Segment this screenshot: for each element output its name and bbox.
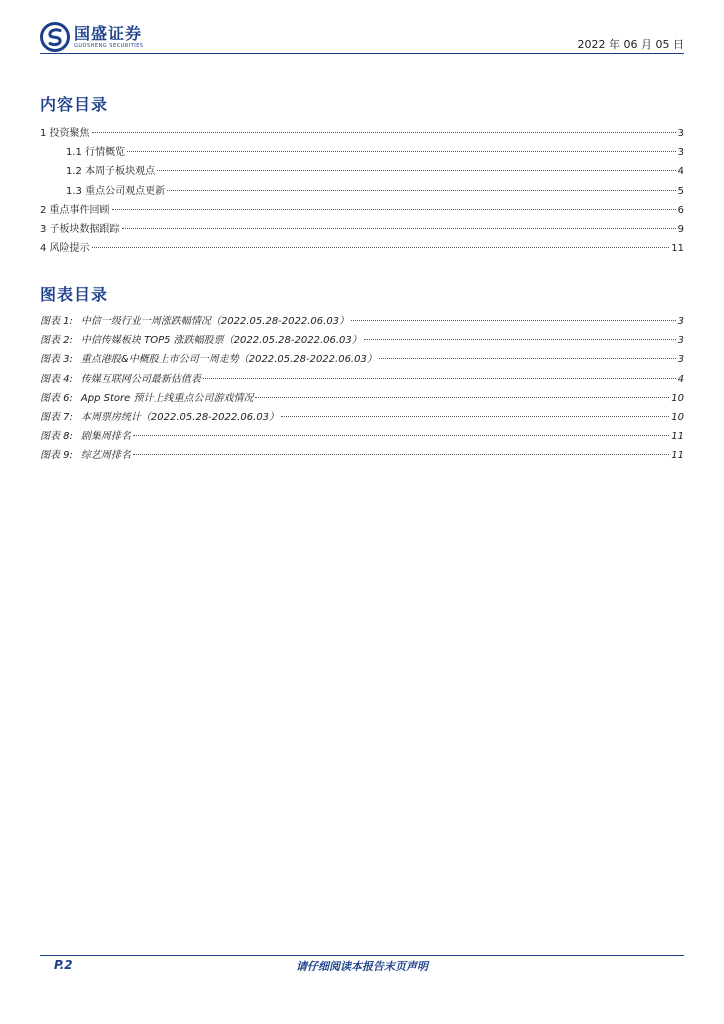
toc-item-page: 5 (677, 185, 684, 197)
toc-item-page: 9 (677, 223, 684, 235)
figure-item-label: 图表 4: (40, 373, 73, 385)
toc-leader (133, 454, 669, 455)
figure-item-label: 图表 7: (40, 411, 73, 423)
figure-item[interactable] (40, 389, 684, 408)
toc-item-label: 1.2 本周子板块观点 (66, 166, 156, 178)
toc-title: 内容目录 (40, 95, 109, 114)
figure-item[interactable] (40, 446, 684, 465)
figure-item[interactable] (40, 370, 684, 389)
figure-item-page: 3 (677, 335, 684, 347)
toc-leader (127, 151, 676, 152)
toc-list (40, 124, 684, 258)
toc-item-label: 1 投资聚焦 (40, 128, 90, 139)
report-date: 2022 年 06 月 05 日 (577, 38, 684, 51)
page-number: P.2 (54, 958, 73, 972)
figure-item-label: 图表 8: (40, 431, 73, 443)
company-logo (40, 22, 144, 52)
toc-leader (122, 228, 676, 229)
figure-item-label: 图表 3: (40, 354, 73, 366)
toc-item-label: 1.3 重点公司观点更新 (66, 185, 166, 197)
toc-item[interactable] (40, 182, 684, 201)
figures-list (40, 312, 684, 466)
toc-item-page: 11 (671, 243, 684, 255)
disclaimer-note: 请仔细阅读本报告末页声明 (296, 960, 428, 973)
toc-item[interactable] (40, 124, 684, 143)
toc-leader (203, 378, 676, 379)
figure-item-title: 传媒互联网公司最新估值表 (80, 373, 201, 385)
toc-item-page: 3 (677, 147, 684, 159)
toc-item-label: 4 风险提示 (40, 243, 90, 255)
toc-leader (157, 170, 676, 171)
toc-leader (364, 339, 676, 340)
figures-title: 图表目录 (40, 285, 109, 304)
page-header (40, 18, 684, 56)
toc-leader (112, 209, 676, 210)
toc-item[interactable] (40, 162, 684, 181)
footer-divider (40, 955, 684, 956)
figure-item-title: App Store 预计上线重点公司游戏情况 (80, 392, 254, 404)
toc-leader (92, 247, 670, 248)
toc-leader (167, 190, 676, 191)
figure-item-label: 图表 1: (40, 316, 73, 327)
figure-item-page: 11 (671, 450, 684, 462)
figure-item[interactable] (40, 350, 684, 369)
toc-item[interactable] (40, 201, 684, 220)
logo-english-name: GUOSHENG SECURITIES (74, 43, 144, 49)
figure-item-label: 图表 9: (40, 450, 73, 462)
figure-item[interactable] (40, 331, 684, 350)
toc-item-label: 3 子板块数据跟踪 (40, 223, 120, 235)
figure-item-title: 剧集周排名 (80, 431, 131, 443)
figure-item-title: 综艺周排名 (80, 450, 131, 462)
toc-item[interactable] (40, 239, 684, 258)
toc-item[interactable] (40, 143, 684, 162)
figure-item[interactable] (40, 408, 684, 427)
toc-item-page: 3 (677, 128, 684, 139)
toc-leader (281, 416, 669, 417)
toc-leader (133, 435, 669, 436)
figure-item-label: 图表 2: (40, 335, 73, 347)
toc-leader (92, 132, 676, 133)
figure-item-page: 4 (677, 373, 684, 385)
figure-item[interactable] (40, 312, 684, 331)
figure-item-title: 重点港股&中概股上市公司一周走势（2022.05.28-2022.06.03） (80, 354, 377, 366)
header-divider (40, 53, 684, 54)
figure-item-title: 中信传媒板块 TOP5 涨跌幅股票（2022.05.28-2022.06.03） (80, 335, 362, 347)
toc-leader (351, 320, 676, 321)
figure-item-page: 10 (671, 411, 684, 423)
toc-item-label: 2 重点事件回顾 (40, 204, 110, 216)
toc-item-label: 1.1 行情概览 (66, 147, 126, 159)
toc-leader (379, 358, 676, 359)
toc-item[interactable] (40, 220, 684, 239)
logo-emblem-icon (40, 22, 70, 52)
figure-item-title: 本周票房统计（2022.05.28-2022.06.03） (80, 411, 280, 423)
figure-item-page: 3 (677, 316, 684, 327)
figure-item-title: 中信一级行业一周涨跌幅情况（2022.05.28-2022.06.03） (80, 316, 350, 327)
figure-item-page: 10 (671, 392, 684, 404)
toc-item-page: 6 (677, 204, 684, 216)
figure-item-label: 图表 6: (40, 392, 73, 404)
toc-item-page: 4 (677, 166, 684, 178)
logo-chinese-name: 国盛证券 (74, 24, 143, 43)
figure-item-page: 11 (671, 431, 684, 443)
figure-item-page: 3 (677, 354, 684, 366)
toc-leader (255, 397, 669, 398)
figure-item[interactable] (40, 427, 684, 446)
